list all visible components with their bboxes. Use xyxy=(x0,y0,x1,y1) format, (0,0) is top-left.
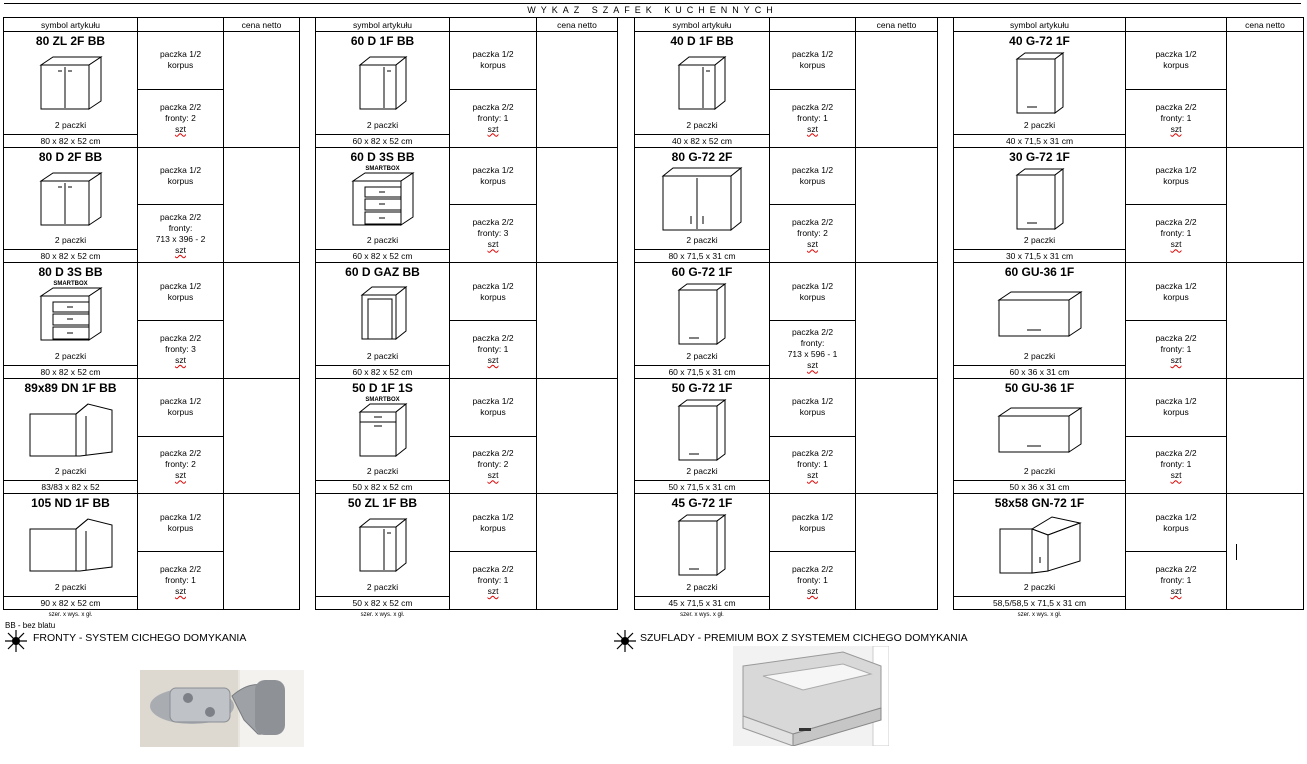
cabinet-drawing xyxy=(4,168,137,230)
cabinet-drawing xyxy=(635,168,769,230)
base-drawer-cabinet-icon xyxy=(35,284,107,344)
pack-count: 2 paczki xyxy=(366,581,399,592)
price-cell[interactable] xyxy=(1226,147,1304,264)
cabinet-drawing xyxy=(4,283,137,345)
price-cell[interactable] xyxy=(223,147,300,264)
cabinet-cell xyxy=(315,493,450,610)
pack-count: 2 paczki xyxy=(54,119,87,130)
price-cell[interactable] xyxy=(536,262,618,379)
wall-single-door-cabinet-icon xyxy=(675,513,729,577)
cabinet-column xyxy=(634,17,938,610)
cabinet-drawing xyxy=(635,514,769,576)
pack-count: 2 paczki xyxy=(54,350,87,361)
pack-count: 2 paczki xyxy=(1023,350,1056,361)
cabinet-cell xyxy=(315,378,450,495)
cabinet-dimensions: 50 x 71,5 x 31 cm xyxy=(635,480,769,493)
cabinet-dimensions: 58,5/58,5 x 71,5 x 31 cm xyxy=(954,596,1125,609)
cabinet-cell xyxy=(3,147,138,264)
pack-count: 2 paczki xyxy=(54,466,87,477)
cabinet-drawing xyxy=(316,396,449,461)
fronts-system-label: FRONTY - SYSTEM CICHEGO DOMYKANIA xyxy=(33,632,247,644)
pack-count: 2 paczki xyxy=(366,235,399,246)
pack-2-cell: paczka 2/2 fronty: 1 szt xyxy=(769,436,856,495)
header-symbol: symbol artykułu xyxy=(634,17,770,32)
cabinet-symbol: 60 D 3S BB xyxy=(350,149,415,164)
cabinet-drawing xyxy=(954,52,1125,114)
cabinet-symbol: 50 G-72 1F xyxy=(671,380,733,395)
cabinet-symbol: 105 ND 1F BB xyxy=(31,496,110,511)
cabinet-drawing xyxy=(316,52,449,114)
cabinet-cell xyxy=(953,262,1126,379)
base-single-door-cabinet-icon xyxy=(354,53,412,113)
pack-2-cell: paczka 2/2 fronty: 1 szt xyxy=(1125,551,1227,610)
wall-double-door-cabinet-icon xyxy=(659,166,745,232)
pack-2-cell: paczka 2/2 fronty: 1 szt xyxy=(1125,436,1227,495)
size-note: szer. x wys. x gł. xyxy=(680,612,724,618)
cabinet-dimensions: 60 x 82 x 52 cm xyxy=(316,365,449,378)
pack-2-cell: paczka 2/2 fronty: 1 szt xyxy=(449,320,537,379)
cabinet-cell xyxy=(953,31,1126,148)
header-blank xyxy=(449,17,537,32)
cabinet-dimensions: 60 x 82 x 52 cm xyxy=(316,134,449,147)
cabinet-drawing xyxy=(4,52,137,114)
cabinet-symbol: 80 ZL 2F BB xyxy=(35,34,106,48)
header-blank xyxy=(1125,17,1227,32)
cabinet-subtitle: SMARTBOX xyxy=(365,165,400,172)
cabinet-drawing xyxy=(4,514,137,576)
header-blank xyxy=(137,17,224,32)
cabinet-drawing xyxy=(954,168,1125,230)
pack-1-cell: paczka 1/2 korpus xyxy=(769,31,856,90)
cabinet-symbol: 50 ZL 1F BB xyxy=(347,496,418,511)
pack-count: 2 paczki xyxy=(366,350,399,361)
cabinet-symbol: 80 D 3S BB xyxy=(38,265,103,280)
pack-2-cell: paczka 2/2 fronty: 713 x 596 - 1 szt xyxy=(769,320,856,379)
pack-1-cell: paczka 1/2 korpus xyxy=(449,31,537,90)
cabinet-drawing xyxy=(635,399,769,461)
pack-1-cell: paczka 1/2 korpus xyxy=(1125,147,1227,206)
cabinet-dimensions: 40 x 71,5 x 31 cm xyxy=(954,134,1125,147)
header-symbol: symbol artykułu xyxy=(953,17,1126,32)
cabinet-symbol: 50 D 1F 1S xyxy=(352,380,413,395)
pack-2-cell: paczka 2/2 fronty: 1 szt xyxy=(1125,204,1227,263)
pack-count: 2 paczki xyxy=(1023,119,1056,130)
wall-single-door-cabinet-icon xyxy=(675,398,729,462)
price-cell[interactable] xyxy=(855,31,938,148)
pack-1-cell: paczka 1/2 korpus xyxy=(449,493,537,552)
open-oven-cabinet-icon xyxy=(354,285,412,343)
text-cursor xyxy=(1236,544,1237,560)
cabinet-drawing xyxy=(4,399,137,461)
base-double-door-cabinet-icon xyxy=(35,169,107,229)
pack-2-cell: paczka 2/2 fronty: 2 szt xyxy=(137,89,224,148)
cabinet-symbol: 80 D 2F BB xyxy=(38,149,103,164)
cabinet-cell xyxy=(315,31,450,148)
cabinet-drawing xyxy=(954,283,1125,345)
pack-1-cell: paczka 1/2 korpus xyxy=(449,378,537,437)
hinge-photo xyxy=(140,670,304,747)
price-cell[interactable] xyxy=(1226,262,1304,379)
cabinet-dimensions: 60 x 36 x 31 cm xyxy=(954,365,1125,378)
pack-count: 2 paczki xyxy=(686,119,718,130)
pack-2-cell: paczka 2/2 fronty: 3 szt xyxy=(137,320,224,379)
cabinet-drawing xyxy=(635,52,769,114)
base-single-door-cabinet-icon xyxy=(673,53,731,113)
cabinet-symbol: 60 GU-36 1F xyxy=(1004,265,1075,280)
cabinet-dimensions: 80 x 82 x 52 cm xyxy=(4,365,137,378)
pack-1-cell: paczka 1/2 korpus xyxy=(137,378,224,437)
pack-2-cell: paczka 2/2 fronty: 2 szt xyxy=(769,204,856,263)
cabinet-dimensions: 50 x 36 x 31 cm xyxy=(954,480,1125,493)
price-cell[interactable] xyxy=(1226,31,1304,148)
cabinet-symbol: 60 G-72 1F xyxy=(671,265,733,280)
price-cell[interactable] xyxy=(855,147,938,264)
header-blank xyxy=(769,17,856,32)
base-double-door-cabinet-icon xyxy=(35,53,107,113)
header-symbol: symbol artykułu xyxy=(3,17,138,32)
cabinet-cell xyxy=(953,378,1126,495)
cabinet-drawing xyxy=(635,283,769,345)
pack-1-cell: paczka 1/2 korpus xyxy=(137,147,224,206)
pack-count: 2 paczki xyxy=(366,119,399,130)
cabinet-dimensions: 60 x 71,5 x 31 cm xyxy=(635,365,769,378)
pack-count: 2 paczki xyxy=(686,581,718,592)
cabinet-cell xyxy=(634,493,770,610)
base-door-drawer-cabinet-icon xyxy=(354,400,412,460)
cabinet-drawing xyxy=(954,399,1125,461)
cabinet-dimensions: 30 x 71,5 x 31 cm xyxy=(954,249,1125,262)
pack-count: 2 paczki xyxy=(686,235,718,246)
cabinet-drawing xyxy=(316,514,449,576)
price-cell[interactable] xyxy=(223,31,300,148)
pack-2-cell: paczka 2/2 fronty: 713 x 396 - 2 szt xyxy=(137,204,224,263)
price-cell[interactable] xyxy=(1226,378,1304,495)
size-note: szer. x wys. x gł. xyxy=(48,612,93,618)
pack-2-cell: paczka 2/2 fronty: 1 szt xyxy=(449,89,537,148)
cabinet-cell xyxy=(3,262,138,379)
pack-2-cell: paczka 2/2 fronty: 1 szt xyxy=(1125,320,1227,379)
pack-1-cell: paczka 1/2 korpus xyxy=(449,262,537,321)
cabinet-cell xyxy=(953,493,1126,610)
pack-1-cell: paczka 1/2 korpus xyxy=(137,262,224,321)
bb-note: BB - bez blatu xyxy=(5,621,56,630)
header-price: cena netto xyxy=(855,17,938,32)
pack-2-cell: paczka 2/2 fronty: 2 szt xyxy=(449,436,537,495)
base-drawer-cabinet-icon xyxy=(347,169,419,229)
price-cell[interactable] xyxy=(855,262,938,379)
wall-single-door-cabinet-icon xyxy=(675,282,729,346)
cabinet-dimensions: 45 x 71,5 x 31 cm xyxy=(635,596,769,609)
pack-2-cell: paczka 2/2 fronty: 1 szt xyxy=(449,551,537,610)
cabinet-cell xyxy=(634,378,770,495)
pack-1-cell: paczka 1/2 korpus xyxy=(1125,262,1227,321)
cabinet-cell xyxy=(3,493,138,610)
cabinet-dimensions: 90 x 82 x 52 cm xyxy=(4,596,137,609)
pack-2-cell: paczka 2/2 fronty: 2 szt xyxy=(137,436,224,495)
drawers-system-label: SZUFLADY - PREMIUM BOX Z SYSTEMEM CICHEGO DOMYKANIA xyxy=(640,632,968,644)
pack-2-cell: paczka 2/2 fronty: 1 szt xyxy=(1125,89,1227,148)
cabinet-cell xyxy=(315,262,450,379)
cabinet-symbol: 40 D 1F BB xyxy=(670,34,734,48)
cabinet-symbol: 58x58 GN-72 1F xyxy=(994,496,1085,511)
cabinet-symbol: 40 G-72 1F xyxy=(1009,34,1070,48)
price-cell[interactable] xyxy=(855,493,938,610)
pack-2-cell: paczka 2/2 fronty: 1 szt xyxy=(769,551,856,610)
pack-1-cell: paczka 1/2 korpus xyxy=(769,262,856,321)
cabinet-cell xyxy=(315,147,450,264)
header-price: cena netto xyxy=(223,17,300,32)
drawer-photo xyxy=(733,646,889,746)
cabinet-cell xyxy=(3,31,138,148)
pack-1-cell: paczka 1/2 korpus xyxy=(137,31,224,90)
price-cell[interactable] xyxy=(855,378,938,495)
price-cell[interactable] xyxy=(536,147,618,264)
base-single-door-cabinet-icon xyxy=(354,515,412,575)
size-note: szer. x wys. x gł. xyxy=(360,612,405,618)
pack-1-cell: paczka 1/2 korpus xyxy=(449,147,537,206)
cabinet-dimensions: 50 x 82 x 52 cm xyxy=(316,480,449,493)
corner-base-cabinet-icon xyxy=(26,515,116,575)
cabinet-drawing xyxy=(316,165,449,230)
pack-count: 2 paczki xyxy=(686,350,718,361)
pack-2-cell: paczka 2/2 fronty: 1 szt xyxy=(137,551,224,610)
pack-2-cell: paczka 2/2 fronty: 3 szt xyxy=(449,204,537,263)
pack-count: 2 paczki xyxy=(1023,235,1056,246)
cabinet-symbol: 60 D 1F BB xyxy=(350,34,415,48)
cabinet-symbol: 60 D GAZ BB xyxy=(345,265,420,280)
price-cell[interactable] xyxy=(536,31,618,148)
cabinet-symbol: 45 G-72 1F xyxy=(671,496,733,511)
cabinet-column xyxy=(315,17,618,610)
cabinet-dimensions: 83/83 x 82 x 52 xyxy=(4,480,137,493)
size-note: szer. x wys. x gł. xyxy=(1017,612,1062,618)
cabinet-cell xyxy=(634,31,770,148)
pack-1-cell: paczka 1/2 korpus xyxy=(769,493,856,552)
star-icon xyxy=(3,628,29,654)
pack-1-cell: paczka 1/2 korpus xyxy=(769,147,856,206)
cabinet-column xyxy=(953,17,1304,610)
pack-count: 2 paczki xyxy=(366,466,399,477)
header-symbol: symbol artykułu xyxy=(315,17,450,32)
cabinet-dimensions: 80 x 82 x 52 cm xyxy=(4,134,137,147)
pack-count: 2 paczki xyxy=(1023,581,1056,592)
cabinet-symbol: 89x89 DN 1F BB xyxy=(24,380,117,395)
pack-count: 2 paczki xyxy=(54,581,87,592)
price-cell[interactable] xyxy=(1226,493,1304,610)
corner-wall-cabinet-icon xyxy=(996,513,1084,577)
cabinet-subtitle: SMARTBOX xyxy=(53,281,88,288)
cabinet-cell xyxy=(634,262,770,379)
cabinet-dimensions: 80 x 82 x 52 cm xyxy=(4,249,137,262)
pack-1-cell: paczka 1/2 korpus xyxy=(1125,378,1227,437)
header-price: cena netto xyxy=(536,17,618,32)
price-cell[interactable] xyxy=(223,262,300,379)
cabinet-cell xyxy=(634,147,770,264)
cabinet-cell xyxy=(3,378,138,495)
price-cell[interactable] xyxy=(223,378,300,495)
cabinet-dimensions: 60 x 82 x 52 cm xyxy=(316,249,449,262)
wall-single-door-cabinet-icon xyxy=(1013,167,1067,231)
pack-count: 2 paczki xyxy=(54,235,87,246)
pack-count: 2 paczki xyxy=(1023,466,1056,477)
cabinet-symbol: 80 G-72 2F xyxy=(671,149,733,164)
pack-1-cell: paczka 1/2 korpus xyxy=(1125,31,1227,90)
price-cell[interactable] xyxy=(223,493,300,610)
cabinet-dimensions: 80 x 71,5 x 31 cm xyxy=(635,249,769,262)
price-cell[interactable] xyxy=(536,493,618,610)
star-icon xyxy=(612,628,638,654)
cabinet-drawing xyxy=(954,514,1125,576)
pack-1-cell: paczka 1/2 korpus xyxy=(769,378,856,437)
header-price: cena netto xyxy=(1226,17,1304,32)
cabinet-drawing xyxy=(316,283,449,345)
wall-single-door-cabinet-icon xyxy=(1013,51,1067,115)
cabinet-dimensions: 50 x 82 x 52 cm xyxy=(316,596,449,609)
wall-flap-cabinet-icon xyxy=(995,404,1085,456)
pack-1-cell: paczka 1/2 korpus xyxy=(1125,493,1227,552)
cabinet-dimensions: 40 x 82 x 52 cm xyxy=(635,134,769,147)
cabinet-subtitle: SMARTBOX xyxy=(365,396,400,403)
cabinet-cell xyxy=(953,147,1126,264)
cabinet-symbol: 50 GU-36 1F xyxy=(1004,380,1075,395)
corner-base-cabinet-icon xyxy=(26,400,116,460)
cabinet-column xyxy=(3,17,300,610)
wall-flap-cabinet-icon xyxy=(995,288,1085,340)
pack-2-cell: paczka 2/2 fronty: 1 szt xyxy=(769,89,856,148)
pack-count: 2 paczki xyxy=(686,466,718,477)
cabinet-symbol: 30 G-72 1F xyxy=(1009,149,1070,164)
page-title: WYKAZ SZAFEK KUCHENNYCH xyxy=(4,3,1301,18)
pack-1-cell: paczka 1/2 korpus xyxy=(137,493,224,552)
price-cell[interactable] xyxy=(536,378,618,495)
